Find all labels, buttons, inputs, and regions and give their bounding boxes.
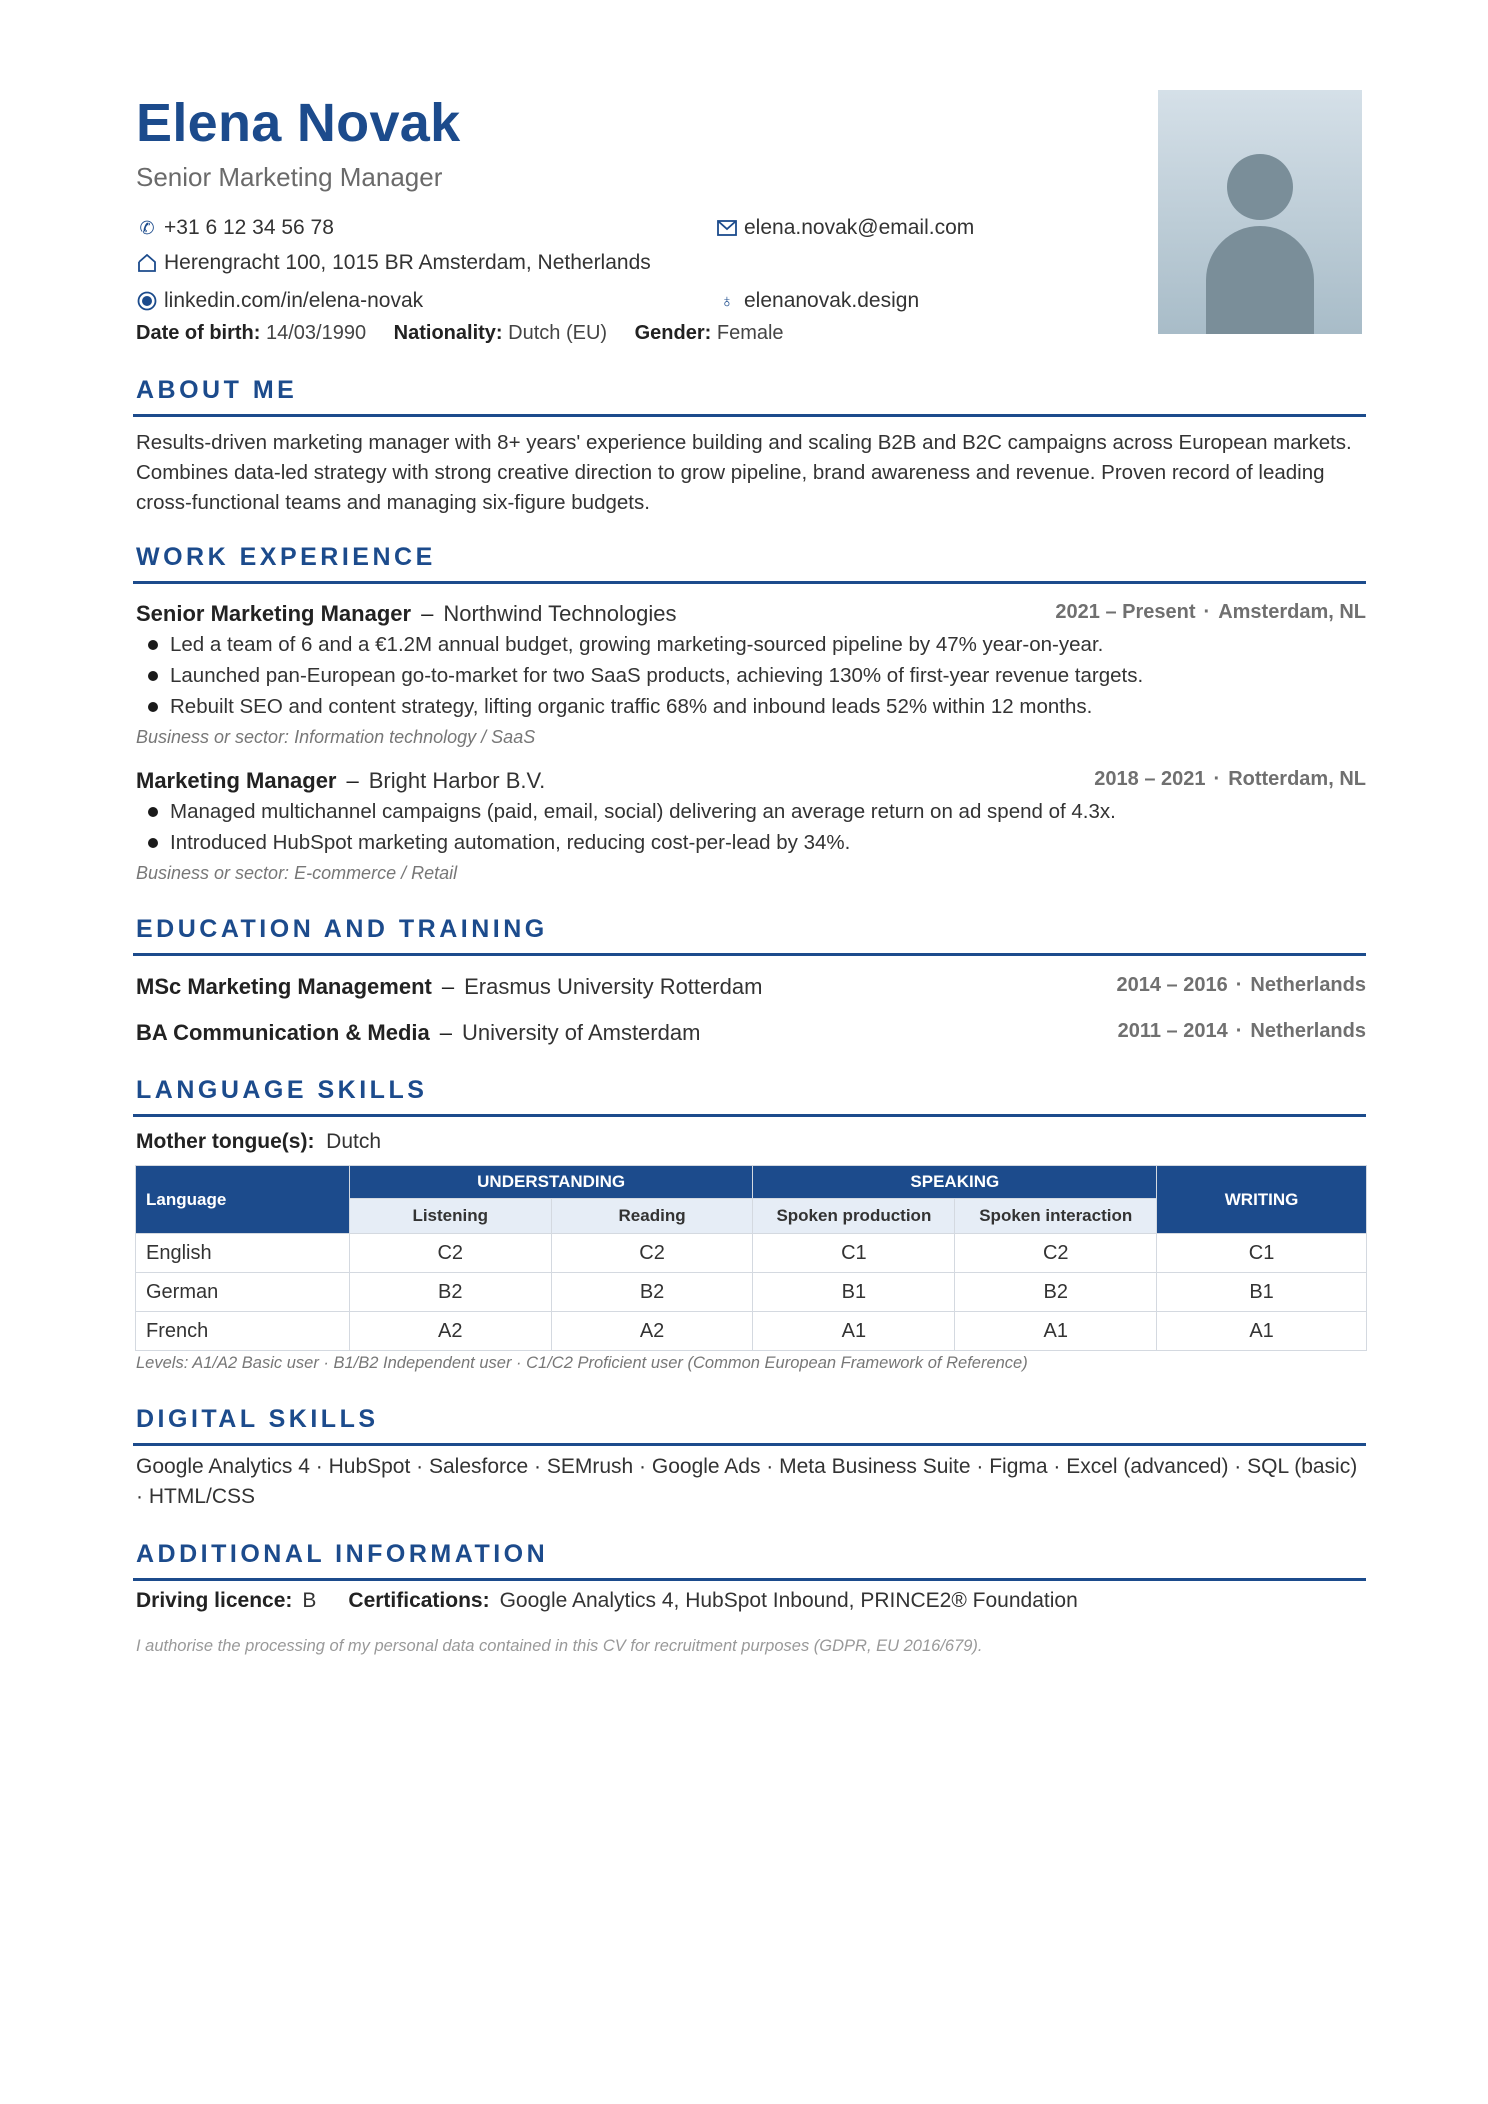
school: Erasmus University Rotterdam — [464, 974, 763, 999]
job-bullets — [136, 629, 1366, 722]
column-header-writing: WRITING — [1157, 1166, 1367, 1234]
separator: – — [421, 601, 434, 626]
separator: · — [1203, 601, 1211, 623]
bullet-text: Introduced HubSpot marketing automation, reducing cost-per-lead by 34%. — [170, 831, 851, 854]
list-item — [136, 629, 1366, 660]
gender-item — [635, 322, 784, 344]
level-cell: B2 — [349, 1273, 551, 1312]
job-location: Amsterdam, NL — [1218, 601, 1366, 623]
level-cell: A1 — [1157, 1312, 1367, 1351]
digital-skills-list: Google Analytics 4 · HubSpot · Salesforce · SEMrush · Google Ads · Meta Business Suite · Figma · Excel (advanced) · SQL (basic) · HTML/CSS — [136, 1455, 1358, 1508]
degree: BA Communication & Media — [136, 1020, 430, 1045]
column-header-reading: Reading — [551, 1199, 753, 1234]
education-dates: 2011 – 2014 — [1117, 1020, 1228, 1042]
education-title-line — [136, 974, 762, 1000]
level-cell: B2 — [551, 1273, 753, 1312]
section-rule — [133, 1443, 1366, 1446]
school: University of Amsterdam — [462, 1020, 701, 1045]
separator: · — [1213, 768, 1221, 790]
nationality-label: Nationality: — [393, 322, 503, 344]
separator: – — [441, 974, 455, 999]
column-header-listening: Listening — [349, 1199, 551, 1234]
bullet-text: Rebuilt SEO and content strategy, lifting organic traffic 68% and inbound leads 52% within 12 months. — [170, 695, 1093, 718]
separator: – — [439, 1020, 453, 1045]
profile-photo — [1158, 90, 1362, 334]
job-sector: Business or sector: Information technology / SaaS — [136, 727, 536, 747]
gender-value: Female — [716, 322, 784, 344]
linkedin-icon — [136, 290, 158, 312]
job-sector: Business or sector: E-commerce / Retail — [136, 863, 458, 883]
email-text: elena.novak@email.com — [744, 216, 975, 239]
section-title-work: WORK EXPERIENCE — [136, 543, 436, 571]
section-title-language: LANGUAGE SKILLS — [136, 1076, 428, 1104]
job-location: Rotterdam, NL — [1228, 768, 1366, 790]
bullet-icon — [148, 640, 158, 650]
education-title-line — [136, 1020, 700, 1046]
avatar-body — [1206, 226, 1314, 334]
linkedin-text: linkedin.com/in/elena-novak — [164, 289, 424, 312]
job-role: Senior Marketing Manager — [136, 601, 412, 626]
job-company: Bright Harbor B.V. — [368, 768, 546, 793]
bullet-icon — [148, 807, 158, 817]
section-rule — [133, 1114, 1366, 1117]
job-dates: 2021 – Present — [1055, 601, 1196, 623]
contact-phone[interactable] — [136, 216, 334, 240]
level-cell: C1 — [1157, 1234, 1367, 1273]
separator: · — [1235, 1020, 1243, 1042]
avatar-head — [1227, 154, 1293, 220]
licence-label: Driving licence: — [136, 1589, 293, 1612]
level-cell: C2 — [551, 1234, 753, 1273]
personal-details — [136, 322, 806, 345]
job-header — [136, 601, 1366, 627]
job-meta — [1055, 601, 1366, 627]
certifications-label: Certifications: — [348, 1589, 490, 1612]
level-cell: A1 — [955, 1312, 1157, 1351]
job-title-line — [136, 768, 545, 794]
nationality-value: Dutch (EU) — [508, 322, 608, 344]
column-header-spoken-production: Spoken production — [753, 1199, 955, 1234]
mother-tongue-value: Dutch — [326, 1130, 382, 1153]
contact-website[interactable] — [716, 289, 919, 313]
bullet-text: Led a team of 6 and a €1.2M annual budget, growing marketing-sourced pipeline by 47% year-on-year. — [170, 633, 1104, 656]
bullet-text: Launched pan-European go-to-market for two SaaS products, achieving 130% of first-year revenue targets. — [170, 664, 1144, 687]
list-item — [136, 827, 1366, 858]
section-title-about: ABOUT ME — [136, 376, 298, 404]
bullet-text: Managed multichannel campaigns (paid, email, social) delivering an average return on ad spend of 4.3x. — [170, 800, 1116, 823]
column-header-understanding: UNDERSTANDING — [349, 1166, 753, 1199]
education-meta — [1118, 1020, 1366, 1046]
mail-icon — [716, 217, 738, 239]
job-bullets — [136, 796, 1366, 858]
section-rule — [133, 953, 1366, 956]
level-cell: C2 — [349, 1234, 551, 1273]
dob-value: 14/03/1990 — [266, 322, 367, 344]
education-dates: 2014 – 2016 — [1116, 974, 1228, 996]
column-header-speaking: SPEAKING — [753, 1166, 1157, 1199]
address-text: Herengracht 100, 1015 BR Amsterdam, Netherlands — [164, 251, 651, 274]
job-dates: 2018 – 2021 — [1094, 768, 1206, 790]
level-cell: C2 — [955, 1234, 1157, 1273]
education-location: Netherlands — [1250, 974, 1366, 996]
licence-value: B — [302, 1589, 317, 1612]
section-rule — [133, 581, 1366, 584]
level-cell: B1 — [1157, 1273, 1367, 1312]
section-title-education: EDUCATION AND TRAINING — [136, 915, 548, 943]
bullet-icon — [148, 838, 158, 848]
language-table — [135, 1165, 1367, 1351]
dob-item — [136, 322, 366, 344]
column-header-spoken-interaction: Spoken interaction — [955, 1199, 1157, 1234]
list-item — [136, 660, 1366, 691]
website-icon: ♁ — [720, 290, 734, 311]
contact-email[interactable] — [716, 216, 974, 240]
level-cell: B2 — [955, 1273, 1157, 1312]
candidate-name: Elena Novak — [136, 93, 461, 153]
nationality-item — [394, 322, 607, 344]
job-header — [136, 768, 1366, 794]
education-location: Netherlands — [1250, 1020, 1366, 1042]
home-icon — [136, 252, 158, 274]
list-item — [136, 691, 1366, 722]
table-row — [136, 1234, 1367, 1273]
table-row — [136, 1273, 1367, 1312]
section-rule — [133, 1578, 1366, 1581]
mother-tongue-label: Mother tongue(s): — [136, 1130, 315, 1153]
level-cell: A2 — [349, 1312, 551, 1351]
bullet-icon — [148, 671, 158, 681]
mother-tongue — [136, 1130, 381, 1154]
additional-info — [136, 1589, 1078, 1613]
phone-text: +31 6 12 34 56 78 — [164, 216, 334, 239]
separator: · — [1235, 974, 1243, 996]
education-entry — [136, 974, 1366, 1000]
phone-icon: ✆ — [139, 217, 155, 238]
levels-note: Levels: A1/A2 Basic user · B1/B2 Independent user · C1/C2 Proficient user (Common European Framework of Reference) — [136, 1354, 1028, 1372]
language-name: French — [136, 1312, 350, 1351]
level-cell: C1 — [753, 1234, 955, 1273]
job-role: Marketing Manager — [136, 768, 337, 793]
list-item — [136, 796, 1366, 827]
separator: – — [346, 768, 359, 793]
job-meta — [1094, 768, 1366, 794]
contact-address — [136, 251, 651, 275]
website-text: elenanovak.design — [744, 289, 920, 312]
job-title-line — [136, 601, 677, 627]
education-entry — [136, 1020, 1366, 1046]
level-cell: A2 — [551, 1312, 753, 1351]
job-title: Senior Marketing Manager — [136, 162, 443, 192]
about-text: Results-driven marketing manager with 8+ years' experience building and scaling B2B and B2C campaigns across European markets. Combines data-led strategy with strong creative direction to grow pipeline, brand awareness and revenue. Proven record of leading cross-functional teams and managing six-figure budgets. — [136, 431, 1352, 514]
section-rule — [133, 414, 1366, 417]
dob-label: Date of birth: — [136, 322, 261, 344]
level-cell: B1 — [753, 1273, 955, 1312]
language-name: English — [136, 1234, 350, 1273]
section-title-additional: ADDITIONAL INFORMATION — [136, 1540, 549, 1568]
column-header-language: Language — [136, 1166, 350, 1234]
certifications-value: Google Analytics 4, HubSpot Inbound, PRINCE2® Foundation — [499, 1589, 1078, 1612]
contact-linkedin[interactable] — [136, 289, 423, 313]
gender-label: Gender: — [634, 322, 712, 344]
degree: MSc Marketing Management — [136, 974, 432, 999]
section-title-digital: DIGITAL SKILLS — [136, 1405, 379, 1433]
gdpr-consent: I authorise the processing of my personal data contained in this CV for recruitment purposes (GDPR, EU 2016/679). — [136, 1637, 983, 1655]
job-company: Northwind Technologies — [443, 601, 677, 626]
level-cell: A1 — [753, 1312, 955, 1351]
table-row — [136, 1312, 1367, 1351]
education-meta — [1117, 974, 1367, 1000]
bullet-icon — [148, 702, 158, 712]
language-name: German — [136, 1273, 350, 1312]
